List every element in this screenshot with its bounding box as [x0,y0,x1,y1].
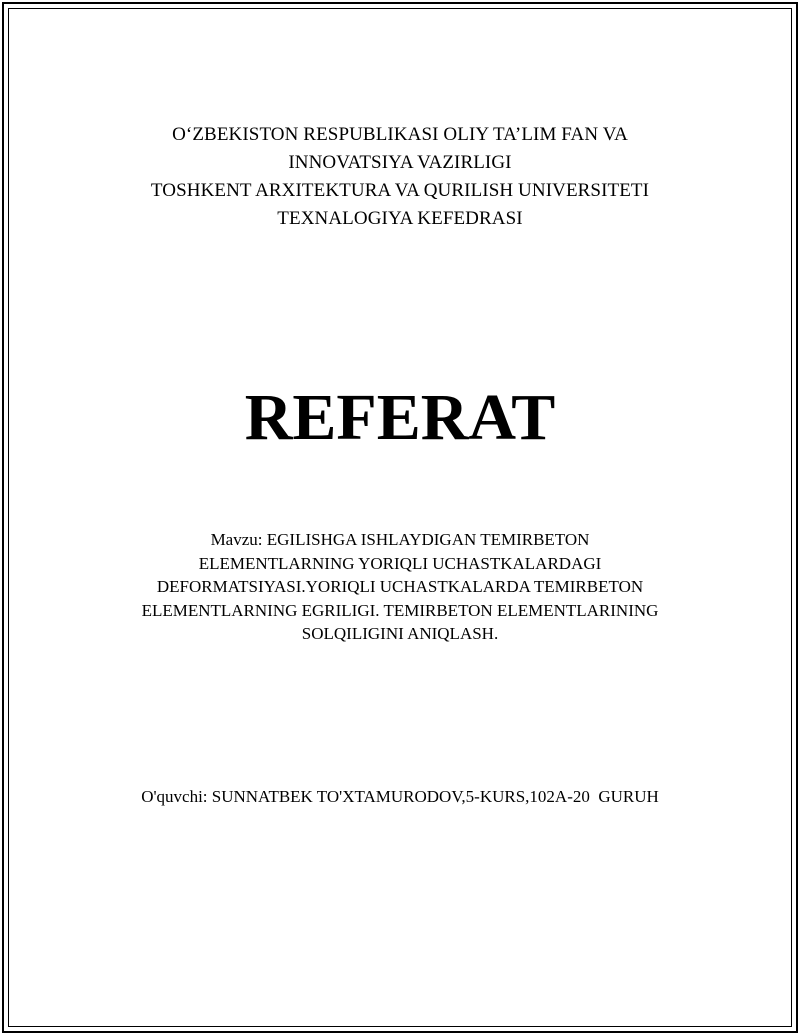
institution-header [0,121,800,233]
topic-line: ELEMENTLARNING EGRILIGI. TEMIRBETON ELEMENTLARINING [141,600,659,620]
header-line-university: TOSHKENT ARXITEKTURA VA QURILISH UNIVERSITETI [150,180,650,201]
student-info: O'quvchi: SUNNATBEK TO'XTAMURODOV,5-KURS,102A-20 GURUH [141,787,659,806]
topic-line: Mavzu: EGILISHGA ISHLAYDIGAN TEMIRBETON [210,530,590,549]
header-line-ministry: O‘ZBEKISTON RESPUBLIKASI OLIY TA’LIM FAN VA [172,124,628,145]
topic-line: ELEMENTLARNING YORIQLI UCHASTKALARDAGI [198,553,602,573]
topic-line: SOLQILIGINI ANIQLASH. [301,624,499,643]
header-line-department: TEXNALOGIYA KEFEDRASI [277,208,523,229]
topic-block [0,528,800,646]
document-title: REFERAT [244,381,556,454]
header-line-ministry-cont: INNOVATSIYA VAZIRLIGI [288,152,512,173]
topic-line: DEFORMATSIYASI.YORIQLI UCHASTKALARDA TEMIRBETON [156,577,644,596]
